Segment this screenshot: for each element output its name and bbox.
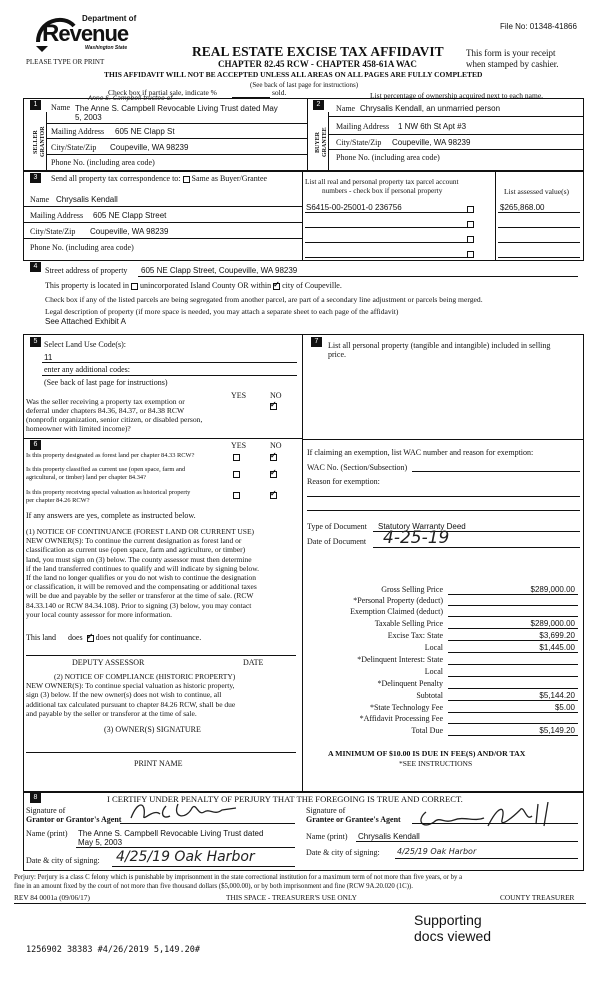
corr-mailing-label: Mailing Address: [30, 211, 84, 220]
fee-value-excise-local: $1,445.00: [539, 643, 575, 652]
parcel-number-1: S6415-00-25001-0 236756: [306, 203, 402, 212]
buyer-mailing-label: Mailing Address: [336, 122, 390, 131]
logo-dept-text: Department of: [82, 14, 137, 23]
ownership-note: List percentage of ownership acquired next to each name.: [370, 91, 544, 100]
grantor-name-value-1: The Anne S. Campbell Revocable Living Trust dated: [78, 829, 264, 838]
exemption-question: Was the seller receiving a property tax exemption or deferral under chapters 84.36, 84.37, or 84.38 RCW (nonprofit organization, senior citizen, or disabled person, homeowner with limited income)?: [26, 397, 203, 433]
s6-no-header: NO: [270, 441, 282, 450]
please-type: PLEASE TYPE OR PRINT: [26, 58, 105, 66]
county-treasurer: COUNTY TREASURER: [500, 893, 575, 902]
land-use-label: Select Land Use Code(s):: [44, 340, 126, 349]
stamp-docs-viewed: docs viewed: [414, 928, 492, 944]
continuance-line: This land does ✓ does not qualify for continuance.: [26, 633, 201, 642]
fee-label-processing: *Affidavit Processing Fee: [359, 714, 443, 723]
form-title: REAL ESTATE EXCISE TAX AFFIDAVIT: [192, 44, 444, 59]
doc-type-label: Type of Document: [307, 522, 367, 531]
corr-city-value: Coupeville, WA 98239: [90, 227, 169, 236]
assessed-value-1: $265,868.00: [500, 203, 545, 212]
exemption-reason-label: Reason for exemption:: [307, 477, 380, 486]
city-checkbox[interactable]: [273, 283, 280, 290]
receipt-stamp: 1256902 38383 #4/26/2019 5,149.20#: [26, 945, 200, 955]
fee-value-total: $5,149.20: [539, 726, 575, 735]
current-use-no-checkbox[interactable]: [270, 469, 277, 478]
buyer-side-label: BUYER GRANTEE: [315, 127, 328, 157]
buyer-name-value: Chrysalis Kendall, an unmarried person: [360, 104, 501, 113]
perjury-line-1: Perjury: Perjury is a class C felony which is punishable by imprisonment in the state correctional institution for a maximum term of not more than five years, or by a: [14, 874, 463, 881]
buyer-name-label: Name: [336, 104, 356, 113]
legal-description-label: Legal description of property (if more space is needed, you may attach a separate sheet to each page of the affidavit): [45, 307, 399, 316]
s5-yes-header: YES: [231, 391, 247, 400]
historic-question: Is this property receiving special valuation as historical property per chapter 84.26 RCW?: [26, 489, 191, 504]
section-6-marker: 6: [30, 440, 41, 450]
deputy-date-label: DATE: [243, 658, 264, 667]
fee-label-gross: Gross Selling Price: [381, 585, 443, 594]
buyer-mailing-value: 1 NW 6th St Apt #3: [398, 122, 467, 131]
grantee-date-value: 4/25/19 Oak Harbor: [397, 847, 477, 856]
fee-label-exemption: Exemption Claimed (deduct): [350, 607, 443, 616]
s5-no-header: NO: [270, 391, 282, 400]
certify-statement: I CERTIFY UNDER PENALTY OF PERJURY THAT THE FOREGOING IS TRUE AND CORRECT.: [107, 794, 463, 804]
deputy-assessor-label: DEPUTY ASSESSOR: [72, 658, 145, 667]
correspondence-label: Send all property tax correspondence to: Same as Buyer/Grantee: [51, 174, 268, 183]
receipt-note-1: This form is your receipt: [466, 48, 556, 58]
section-2-marker: 2: [313, 100, 324, 110]
located-line: This property is located in unincorporated Island County OR within ✓ city of Coupeville.: [45, 281, 342, 290]
fee-value-taxable: $289,000.00: [530, 619, 575, 628]
grantor-date-label: Date & city of signing:: [26, 856, 100, 865]
grantor-date-value: 4/25/19 Oak Harbor: [116, 849, 255, 865]
seller-mailing-label: Mailing Address: [51, 127, 105, 136]
form-revision: REV 84 0001a (09/06/17): [14, 893, 90, 902]
perjury-line-2: fine in an amount fixed by the court of not more than five thousand dollars ($5,000.00), or by both imprisonment and fine (RCW 9A.20.020 (1C)).: [14, 883, 413, 890]
section-5-marker: 5: [30, 337, 41, 347]
grantor-name-label: Name (print): [26, 829, 68, 838]
seller-mailing-value: 605 NE Clapp St: [115, 127, 175, 136]
parcel-header-2: numbers - check box if personal property: [322, 186, 443, 195]
grantor-sig-label: Signature of Grantor or Grantor's Agent: [26, 806, 122, 824]
see-back-top: (See back of last page for instructions): [250, 81, 359, 89]
assessed-header: List assessed value(s): [504, 187, 569, 196]
grantor-signature-icon: [126, 798, 256, 826]
personal-property-label: List all personal property (tangible and intangible) included in selling price.: [328, 341, 551, 359]
buyer-city-label: City/State/Zip: [336, 138, 382, 147]
fee-label-tech: *State Technology Fee: [369, 703, 443, 712]
fee-label-excise-state: Excise Tax: State: [387, 631, 443, 640]
partial-sale-sold: sold.: [272, 88, 287, 97]
treasurer-space: THIS SPACE - TREASURER'S USE ONLY: [226, 893, 357, 902]
buyer-phone-label: Phone No. (including area code): [336, 153, 440, 162]
current-use-yes-checkbox[interactable]: [233, 469, 240, 478]
fee-label-penalty: *Delinquent Penalty: [377, 679, 443, 688]
seller-city-label: City/State/Zip: [51, 143, 97, 152]
section-4-marker: 4: [30, 262, 41, 272]
see-instructions: *SEE INSTRUCTIONS: [399, 759, 473, 768]
grantee-name-label: Name (print): [306, 832, 348, 841]
seller-name-value-2: 5, 2003: [75, 113, 102, 122]
receipt-note-2: when stamped by cashier.: [466, 59, 559, 69]
exemption-no-checkbox[interactable]: [270, 401, 277, 410]
stamp-supporting: Supporting: [414, 912, 482, 928]
owner-signature-label: (3) OWNER(S) SIGNATURE: [104, 725, 201, 734]
street-value: 605 NE Clapp Street, Coupeville, WA 98239: [141, 266, 298, 275]
fee-label-delinquent-local: Local: [424, 667, 443, 676]
corr-mailing-value: 605 NE Clapp Street: [93, 211, 167, 220]
fee-label-delinquent-state: *Delinquent Interest: State: [357, 655, 443, 664]
seller-name-value: The Anne S. Campbell Revocable Living Trust dated May: [75, 104, 278, 113]
does-not-checkbox[interactable]: [87, 635, 94, 642]
grantee-sig-label: Signature of Grantee or Grantee's Agent: [306, 806, 401, 824]
unincorporated-checkbox[interactable]: [131, 283, 138, 290]
notice-compliance: (2) NOTICE OF COMPLIANCE (HISTORIC PROPERTY) NEW OWNER(S): To continue special valuation as historic property, sign (3) below. If the new owner(s) does not wish to continue, all additional tax calculated pursuant to chapter 84.26 RCW, shall be due and payable by the seller or transferor at the time of sale.: [26, 672, 236, 718]
logo-revenue-text: Revenue: [42, 20, 129, 47]
additional-codes-label: enter any additional codes:: [44, 365, 130, 374]
parcel-header-1: List all real and personal property tax parcel account: [305, 177, 459, 186]
corr-name-label: Name: [30, 195, 50, 204]
corr-phone-label: Phone No. (including area code): [30, 243, 134, 252]
street-label: Street address of property: [45, 266, 128, 275]
personal-property-checkbox-1[interactable]: [467, 204, 474, 213]
fee-label-personal: *Personal Property (deduct): [353, 596, 443, 605]
doc-date-label: Date of Document: [307, 537, 367, 546]
section-3-marker: 3: [30, 173, 41, 183]
print-name-label: PRINT NAME: [134, 759, 183, 768]
s6-yes-header: YES: [231, 441, 247, 450]
partial-sale-label: Check box if partial sale, indicate %: [108, 88, 217, 97]
wac-label: WAC No. (Section/Subsection): [307, 463, 408, 472]
doc-type-value: Statutory Warranty Deed: [378, 522, 466, 531]
minimum-fee-note: A MINIMUM OF $10.00 IS DUE IN FEE(S) AND/OR TAX: [328, 749, 526, 758]
seller-phone-label: Phone No. (including area code): [51, 158, 155, 167]
land-use-see-back: (See back of last page for instructions): [44, 378, 168, 387]
historic-yes-checkbox[interactable]: [233, 490, 240, 499]
forest-no-checkbox[interactable]: [270, 452, 277, 461]
form-subtitle: CHAPTER 82.45 RCW - CHAPTER 458-61A WAC: [218, 59, 417, 69]
forest-yes-checkbox[interactable]: [233, 452, 240, 461]
land-use-code: 11: [44, 353, 53, 362]
segregation-note: Check box if any of the listed parcels are being segregated from another parcel, are part of a secondary line adjustment or parcels being merged.: [45, 295, 483, 304]
current-use-question: Is this property classified as current use (open space, farm and agricultural, or timber) land per chapter 84.34?: [26, 466, 186, 481]
fee-label-excise-local: Local: [424, 643, 443, 652]
grantor-name-value-2: May 5, 2003: [78, 838, 123, 847]
fee-label-taxable: Taxable Selling Price: [374, 619, 443, 628]
legal-description-value: See Attached Exhibit A: [45, 317, 126, 326]
dor-logo: [30, 12, 135, 58]
fee-label-total: Total Due: [411, 726, 443, 735]
corr-name-value: Chrysalis Kendall: [56, 195, 118, 204]
personal-property-checkbox-3[interactable]: [467, 234, 474, 243]
personal-property-checkbox-4[interactable]: [467, 249, 474, 258]
corr-city-label: City/State/Zip: [30, 227, 76, 236]
grantee-name-value: Chrysalis Kendall: [358, 832, 420, 841]
seller-name-label: Name: [51, 103, 71, 112]
section-1-marker: 1: [30, 100, 41, 110]
seller-city-value: Coupeville, WA 98239: [110, 143, 189, 152]
forest-question: Is this property designated as forest land per chapter 84.33 RCW?: [26, 452, 195, 459]
same-as-buyer-checkbox[interactable]: [183, 176, 190, 183]
exemption-claim-label: If claiming an exemption, list WAC number and reason for exemption:: [307, 448, 534, 457]
historic-no-checkbox[interactable]: [270, 490, 277, 499]
notice-continuance: (1) NOTICE OF CONTINUANCE (FOREST LAND OR CURRENT USE) NEW OWNER(S): To continue the current designation as forest land or classification as current use (open space, farm and agriculture, or timber) land, you must sign on (3) below. The county assessor must then determine if the land transferred continues to qualify and will indicate by signing below. If the land no longer qualifies or you do not wish to continue the designation or classification, it will be removed and the compensating or additional taxes will be due and payable by the seller or transferor at the time of sale. (RCW 84.33.140 or RCW 84.34.108). Prior to signing (3) below, you may contact your local county assessor for more information.: [26, 527, 259, 619]
seller-side-label: SELLER GRANTOR: [33, 126, 46, 158]
buyer-city-value: Coupeville, WA 98239: [392, 138, 471, 147]
fee-value-excise-state: $3,699.20: [539, 631, 575, 640]
section-8-marker: 8: [30, 793, 41, 803]
grantee-date-label: Date & city of signing:: [306, 848, 380, 857]
doc-date-value: 4-25-19: [383, 528, 450, 548]
fee-label-subtotal: Subtotal: [416, 691, 443, 700]
logo-state-text: Washington State: [85, 45, 128, 51]
section-7-marker: 7: [311, 337, 322, 347]
fee-value-gross: $289,000.00: [530, 585, 575, 594]
answers-instruction: If any answers are yes, complete as instructed below.: [26, 511, 196, 520]
fee-value-subtotal: $5,144.20: [539, 691, 575, 700]
warning-line: THIS AFFIDAVIT WILL NOT BE ACCEPTED UNLESS ALL AREAS ON ALL PAGES ARE FULLY COMPLETED: [104, 70, 483, 79]
personal-property-checkbox-2[interactable]: [467, 219, 474, 228]
seller-handwritten-note: Anne S. Campbell trustee of: [88, 95, 173, 102]
file-number: File No: 01348-41866: [500, 22, 577, 31]
fee-value-tech: $5.00: [554, 703, 575, 712]
grantee-signature-icon: [414, 802, 564, 832]
